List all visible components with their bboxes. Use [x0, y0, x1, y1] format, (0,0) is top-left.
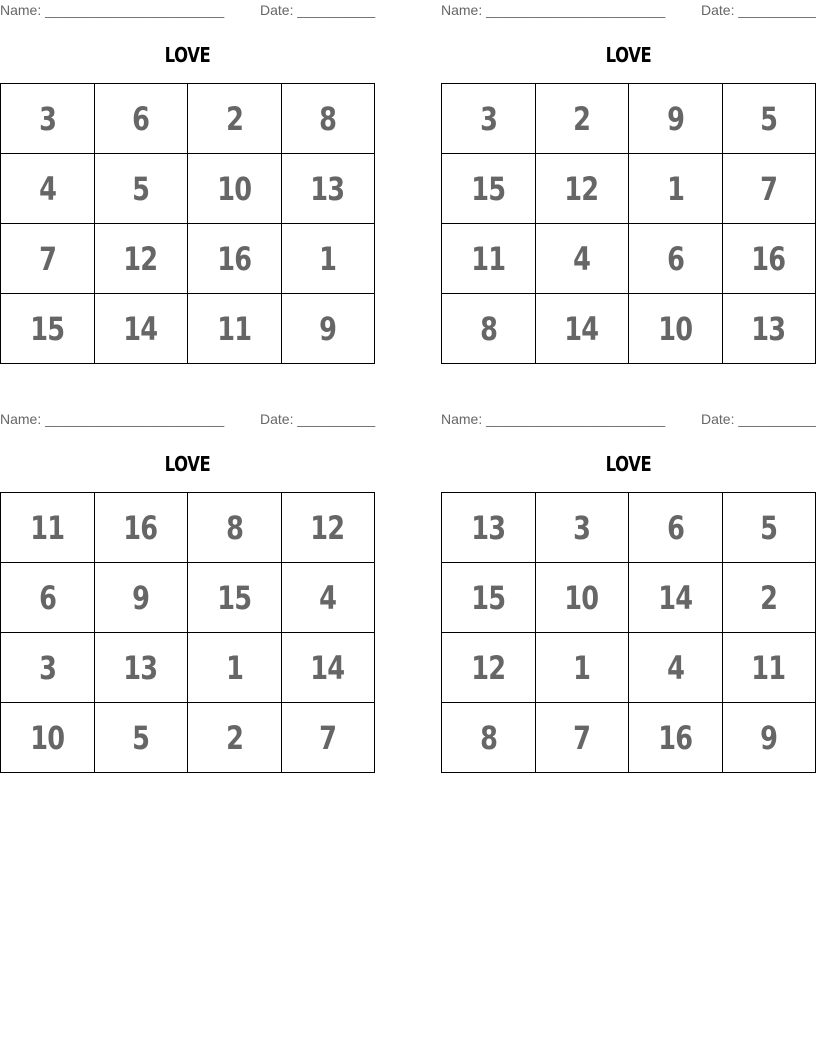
- grid-cell: [94, 493, 188, 563]
- grid-cell: [535, 294, 629, 364]
- cell-number: 10: [658, 309, 693, 348]
- grid-row: [442, 493, 816, 563]
- grid-cell: [535, 224, 629, 294]
- grid-cell: [442, 84, 536, 154]
- cell-number: 7: [38, 239, 56, 278]
- cell-number: 12: [564, 169, 599, 208]
- cell-number: 14: [658, 578, 693, 617]
- cell-number: 4: [666, 648, 684, 687]
- grid-cell: [535, 633, 629, 703]
- cell-number: 2: [573, 99, 591, 138]
- cell-number: 8: [319, 99, 337, 138]
- card-title: LOVE: [164, 452, 211, 476]
- cell-number: 2: [760, 578, 778, 617]
- grid-cell: [281, 224, 375, 294]
- grid-cell: [629, 703, 723, 773]
- number-grid: [441, 492, 816, 773]
- grid-cell: [722, 224, 816, 294]
- number-grid: [0, 492, 375, 773]
- grid-row: [1, 224, 375, 294]
- number-grid: [441, 83, 816, 364]
- cell-number: 10: [30, 718, 65, 757]
- cell-number: 15: [30, 309, 65, 348]
- grid-cell: [442, 294, 536, 364]
- grid-cell: [535, 154, 629, 224]
- cell-number: 5: [132, 718, 150, 757]
- cell-number: 1: [225, 648, 243, 687]
- grid-row: [442, 703, 816, 773]
- cell-number: 14: [123, 309, 158, 348]
- cell-number: 6: [666, 239, 684, 278]
- name-field: Name: _______________________: [441, 2, 666, 18]
- grid-cell: [188, 633, 282, 703]
- cell-number: 9: [666, 99, 684, 138]
- cell-number: 16: [123, 508, 158, 547]
- grid-cell: [629, 154, 723, 224]
- cell-number: 13: [123, 648, 158, 687]
- cell-number: 8: [479, 718, 497, 757]
- grid-cell: [188, 294, 282, 364]
- card-header: [0, 409, 375, 429]
- cell-number: 7: [573, 718, 591, 757]
- grid-row: [442, 633, 816, 703]
- cell-number: 9: [760, 718, 778, 757]
- cell-number: 2: [225, 718, 243, 757]
- grid-cell: [722, 633, 816, 703]
- grid-cell: [1, 493, 95, 563]
- cell-number: 7: [760, 169, 778, 208]
- cell-number: 1: [573, 648, 591, 687]
- cell-number: 9: [132, 578, 150, 617]
- number-grid: [0, 83, 375, 364]
- cell-number: 11: [217, 309, 252, 348]
- grid-cell: [94, 224, 188, 294]
- cell-number: 8: [225, 508, 243, 547]
- cell-number: 15: [471, 578, 506, 617]
- grid-cell: [629, 493, 723, 563]
- bingo-card-1: [0, 0, 376, 348]
- grid-cell: [188, 84, 282, 154]
- grid-row: [1, 154, 375, 224]
- cell-number: 14: [564, 309, 599, 348]
- grid-row: [1, 633, 375, 703]
- grid-cell: [281, 563, 375, 633]
- cell-number: 10: [564, 578, 599, 617]
- cell-number: 7: [319, 718, 337, 757]
- grid-cell: [629, 563, 723, 633]
- cell-number: 2: [225, 99, 243, 138]
- grid-row: [442, 563, 816, 633]
- card-title: LOVE: [164, 43, 211, 67]
- grid-cell: [1, 84, 95, 154]
- cell-number: 4: [573, 239, 591, 278]
- grid-cell: [94, 294, 188, 364]
- grid-cell: [722, 493, 816, 563]
- cell-number: 16: [658, 718, 693, 757]
- date-field: Date: __________: [260, 2, 376, 18]
- grid-cell: [281, 633, 375, 703]
- cell-number: 5: [760, 508, 778, 547]
- cell-number: 3: [479, 99, 497, 138]
- grid-row: [442, 154, 816, 224]
- cell-number: 6: [38, 578, 56, 617]
- name-field: Name: _______________________: [441, 411, 666, 427]
- grid-cell: [722, 563, 816, 633]
- grid-cell: [442, 224, 536, 294]
- grid-cell: [281, 493, 375, 563]
- grid-cell: [629, 633, 723, 703]
- grid-row: [442, 224, 816, 294]
- bingo-card-2: [441, 0, 816, 348]
- grid-cell: [281, 294, 375, 364]
- cell-number: 4: [319, 578, 337, 617]
- date-field: Date: __________: [260, 411, 376, 427]
- card-header: [441, 409, 816, 429]
- grid-cell: [188, 703, 282, 773]
- card-header: [441, 0, 816, 20]
- cell-number: 16: [751, 239, 786, 278]
- date-field: Date: __________: [701, 411, 816, 427]
- bingo-card-4: [441, 409, 816, 757]
- grid-cell: [722, 154, 816, 224]
- grid-cell: [535, 84, 629, 154]
- grid-cell: [629, 294, 723, 364]
- grid-cell: [94, 703, 188, 773]
- cell-number: 6: [132, 99, 150, 138]
- cell-number: 3: [38, 99, 56, 138]
- grid-row: [1, 84, 375, 154]
- grid-cell: [722, 294, 816, 364]
- cell-number: 16: [217, 239, 252, 278]
- cell-number: 11: [30, 508, 65, 547]
- cell-number: 9: [319, 309, 337, 348]
- cell-number: 12: [310, 508, 345, 547]
- card-title: LOVE: [605, 43, 652, 67]
- grid-cell: [1, 224, 95, 294]
- cell-number: 11: [471, 239, 506, 278]
- grid-cell: [94, 84, 188, 154]
- cell-number: 5: [760, 99, 778, 138]
- cell-number: 13: [751, 309, 786, 348]
- grid-cell: [442, 563, 536, 633]
- cell-number: 6: [666, 508, 684, 547]
- cell-number: 1: [319, 239, 337, 278]
- grid-cell: [442, 633, 536, 703]
- grid-cell: [442, 154, 536, 224]
- cell-number: 3: [573, 508, 591, 547]
- cell-number: 10: [217, 169, 252, 208]
- grid-cell: [535, 563, 629, 633]
- grid-cell: [94, 563, 188, 633]
- cell-number: 13: [471, 508, 506, 547]
- grid-row: [1, 493, 375, 563]
- cell-number: 4: [38, 169, 56, 208]
- grid-cell: [281, 84, 375, 154]
- cell-number: 12: [123, 239, 158, 278]
- grid-cell: [1, 154, 95, 224]
- grid-cell: [281, 154, 375, 224]
- card-title: LOVE: [605, 452, 652, 476]
- grid-cell: [188, 154, 282, 224]
- grid-cell: [1, 633, 95, 703]
- grid-row: [442, 294, 816, 364]
- grid-cell: [629, 224, 723, 294]
- card-header: [0, 0, 375, 20]
- grid-cell: [1, 294, 95, 364]
- cell-number: 3: [38, 648, 56, 687]
- grid-cell: [94, 633, 188, 703]
- bingo-card-3: [0, 409, 376, 757]
- cell-number: 8: [479, 309, 497, 348]
- grid-cell: [629, 84, 723, 154]
- grid-cell: [1, 703, 95, 773]
- grid-row: [1, 563, 375, 633]
- grid-cell: [188, 224, 282, 294]
- grid-cell: [188, 563, 282, 633]
- grid-cell: [442, 703, 536, 773]
- grid-cell: [94, 154, 188, 224]
- cell-number: 5: [132, 169, 150, 208]
- grid-cell: [281, 703, 375, 773]
- grid-cell: [535, 703, 629, 773]
- name-field: Name: _______________________: [0, 2, 225, 18]
- cell-number: 1: [666, 169, 684, 208]
- cell-number: 15: [471, 169, 506, 208]
- grid-cell: [1, 563, 95, 633]
- cell-number: 13: [310, 169, 345, 208]
- cell-number: 11: [751, 648, 786, 687]
- grid-cell: [722, 703, 816, 773]
- grid-row: [1, 294, 375, 364]
- cell-number: 12: [471, 648, 506, 687]
- grid-cell: [722, 84, 816, 154]
- name-field: Name: _______________________: [0, 411, 225, 427]
- date-field: Date: __________: [701, 2, 816, 18]
- cell-number: 14: [310, 648, 345, 687]
- cell-number: 15: [217, 578, 252, 617]
- grid-cell: [188, 493, 282, 563]
- grid-row: [1, 703, 375, 773]
- grid-cell: [442, 493, 536, 563]
- grid-row: [442, 84, 816, 154]
- grid-cell: [535, 493, 629, 563]
